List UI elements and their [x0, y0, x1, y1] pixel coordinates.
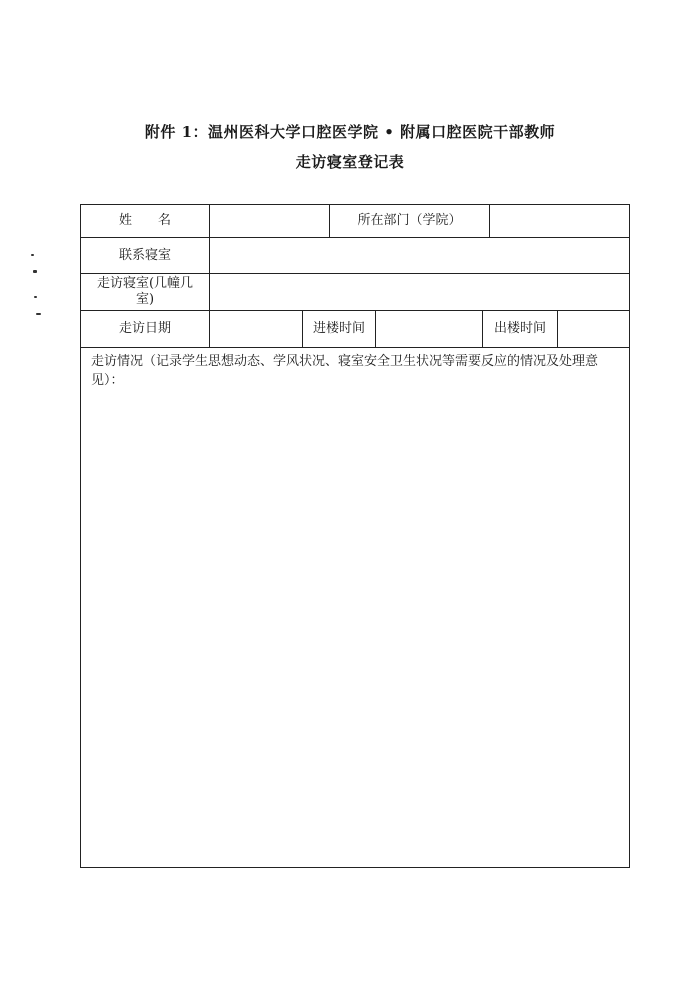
visit-date-label: 走访日期	[118, 321, 171, 336]
contact-dorm-field[interactable]	[210, 238, 629, 273]
scan-mark	[31, 254, 34, 256]
document-title-line1: 附件 1：温州医科大学口腔医学院 • 附属口腔医院干部教师	[144, 123, 556, 141]
visit-notes-field[interactable]	[81, 395, 629, 865]
row-divider	[81, 347, 629, 348]
visited-dorm-label: 走访寝室(几幢几室)	[96, 276, 194, 307]
scan-mark	[36, 313, 41, 315]
document-title-line2: 走访寝室登记表	[295, 153, 405, 171]
exit-time-field[interactable]	[558, 311, 629, 347]
contact-dorm-label: 联系寝室	[118, 247, 171, 263]
name-field[interactable]	[210, 205, 329, 237]
enter-time-label: 进楼时间	[312, 321, 365, 336]
scan-mark	[33, 270, 37, 273]
visit-notes-label: 走访情况（记录学生思想动态、学风状况、寝室安全卫生状况等需要反应的情况及处理意见）：	[91, 354, 599, 388]
visit-date-field[interactable]	[210, 311, 302, 347]
visited-dorm-field[interactable]	[210, 274, 629, 310]
enter-time-field[interactable]	[376, 311, 482, 347]
name-label: 姓 名	[118, 213, 171, 228]
department-label: 所在部门（学院）	[357, 213, 462, 228]
exit-time-label: 出楼时间	[493, 321, 546, 336]
department-field[interactable]	[490, 205, 629, 237]
registration-form	[80, 204, 630, 868]
scan-mark	[34, 296, 37, 298]
